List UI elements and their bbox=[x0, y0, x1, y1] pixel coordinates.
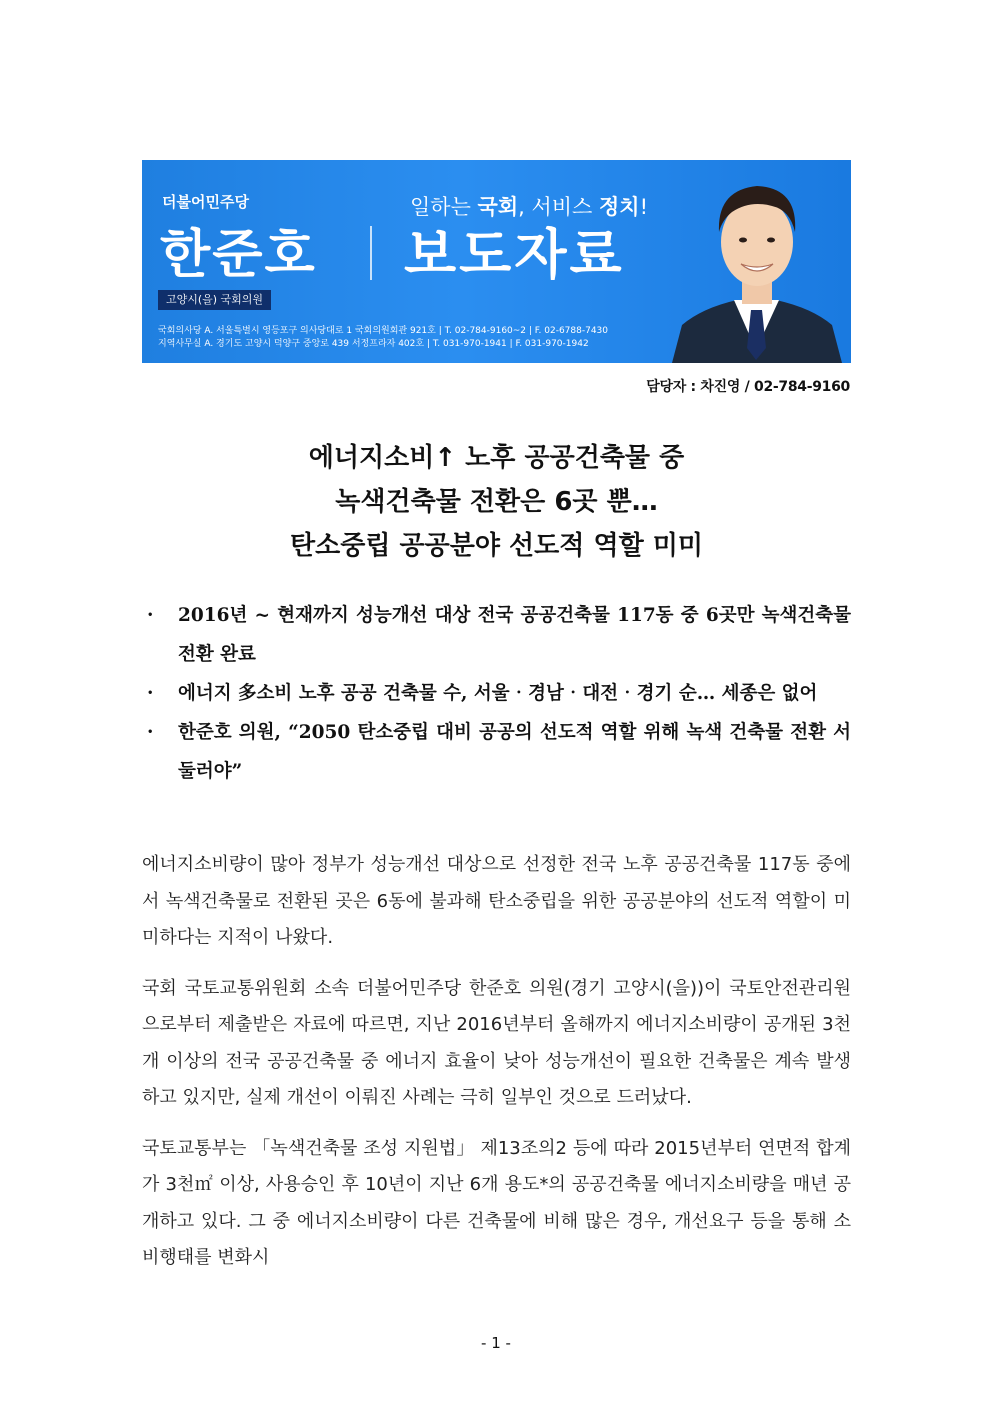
headline-line-1: 에너지소비↑ 노후 공공건축물 중 bbox=[308, 443, 685, 473]
slogan-bold2: 정치 bbox=[599, 195, 640, 219]
press-banner bbox=[142, 160, 851, 363]
headline-line-2: 녹색건축물 전환은 6곳 뿐… bbox=[335, 487, 658, 517]
summary-bullet bbox=[142, 674, 851, 713]
slogan-bold1: 국회 bbox=[477, 195, 519, 219]
address-local: 지역사무실 A. 경기도 고양시 덕양구 중앙로 439 서정프라자 402호 | T. 031-970-1941 | F. 031-970-1942 bbox=[158, 339, 589, 349]
summary-bullet bbox=[142, 713, 851, 791]
summary-bullets bbox=[142, 596, 851, 791]
slogan-mid: , 서비스 bbox=[518, 195, 600, 219]
body-paragraph: 국토교통부는 「녹색건축물 조성 지원법」 제13조의2 등에 따라 2015년부터 연면적 합계가 3천㎡ 이상, 사용승인 후 10년이 지난 6개 용도*의 공공건축물 에너지소비량을 매년 공개하고 있다. 그 중 에너지소비량이 다른 건축물에 비해 많은 경우, 개선요구 등을 통해 소비행태를 변화시 bbox=[142, 1137, 851, 1268]
contact-person: 담당자 : 차진영 / 02-784-9160 bbox=[646, 379, 850, 395]
body-paragraph: 국회 국토교통위원회 소속 더불어민주당 한준호 의원(경기 고양시(을))이 국토안전관리원으로부터 제출받은 자료에 따르면, 지난 2016년부터 올해까지 에너지소비량이 공개된 3천 개 이상의 전국 공공건축물 중 에너지 효율이 낮아 성능개선이 필요한 건축물은 계속 발생하고 있지만, 실제 개선이 이뤄진 사례는 극히 일부인 것으로 드러났다. bbox=[142, 977, 851, 1108]
slogan-pre: 일하는 bbox=[410, 195, 478, 219]
party-name: 더불어민주당 bbox=[162, 193, 249, 211]
bullet-text: 2016년 ~ 현재까지 성능개선 대상 전국 공공건축물 117동 중 6곳만 녹색건축물 전환 완료 bbox=[178, 605, 851, 665]
press-release-label: 보도자료 bbox=[404, 223, 625, 286]
bullet-mark: · bbox=[147, 683, 154, 704]
banner-divider bbox=[370, 226, 372, 280]
bullet-text: 한준호 의원, “2050 탄소중립 대비 공공의 선도적 역할 위해 녹색 건축물 전환 서둘러야” bbox=[178, 722, 851, 782]
headline bbox=[142, 436, 851, 568]
bullet-text: 에너지 多소비 노후 공공 건축물 수, 서울‧경남‧대전‧경기 순… 세종은 없어 bbox=[178, 683, 818, 704]
bullet-mark: · bbox=[147, 605, 154, 626]
address-assembly: 국회의사당 A. 서울특별시 영등포구 의사당대로 1 국회의원회관 921호 | T. 02-784-9160~2 | F. 02-6788-7430 bbox=[158, 326, 608, 336]
lawmaker-name: 한준호 bbox=[160, 225, 317, 285]
summary-bullet bbox=[142, 596, 851, 674]
body-paragraph: 에너지소비량이 많아 정부가 성능개선 대상으로 선정한 전국 노후 공공건축물 117동 중에서 녹색건축물로 전환된 곳은 6동에 불과해 탄소중립을 위한 공공분야의 선도적 역할이 미미하다는 지적이 나왔다. bbox=[142, 854, 851, 948]
lawmaker-portrait bbox=[662, 160, 851, 363]
slogan-end: ! bbox=[639, 195, 649, 219]
district-badge: 고양시(을) 국회의원 bbox=[158, 290, 271, 310]
article-body bbox=[142, 847, 851, 1291]
bullet-mark: · bbox=[147, 722, 154, 743]
headline-line-3: 탄소중립 공공분야 선도적 역할 미미 bbox=[290, 531, 703, 561]
page-number: - 1 - bbox=[481, 1334, 511, 1352]
